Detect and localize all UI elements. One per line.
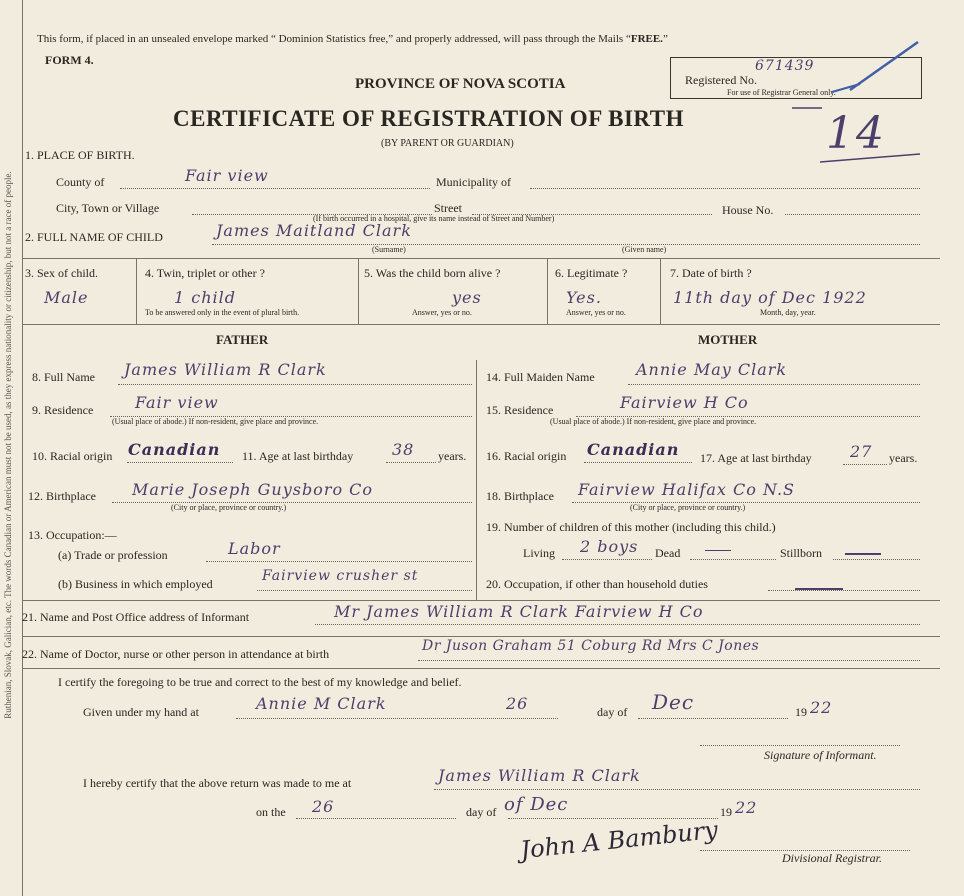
hereby-line	[434, 789, 920, 790]
father-residence-note: (Usual place of abode.) If non-resident, give place and province.	[112, 417, 319, 426]
father-name-label: 8. Full Name	[32, 370, 95, 384]
surname-note: (Surname)	[372, 245, 406, 254]
hospital-note: (If birth occurred in a hospital, give its name instead of Street and Number)	[313, 214, 555, 223]
row3-top-rule	[22, 258, 940, 259]
place-of-birth-label: 1. PLACE OF BIRTH.	[25, 148, 135, 162]
given-day-value: 26	[506, 694, 529, 713]
mother-race-label: 16. Racial origin	[486, 449, 567, 463]
house-number-label: House No.	[722, 203, 774, 217]
check-mark-tick	[832, 84, 860, 92]
dead-dash	[705, 550, 731, 551]
trade-label: (a) Trade or profession	[58, 548, 168, 562]
row3-divider-2	[358, 258, 359, 324]
sex-value: Male	[44, 288, 89, 307]
child-name-label: 2. FULL NAME OF CHILD	[25, 230, 163, 244]
registered-number-value: 671439	[755, 58, 815, 74]
dead-line	[690, 559, 776, 560]
mother-birthplace-line	[572, 502, 920, 503]
on-day-of-label: day of	[466, 805, 497, 819]
mother-birthplace-label: 18. Birthplace	[486, 489, 554, 503]
father-birthplace-line	[112, 502, 472, 503]
on-year-value: 22	[735, 798, 758, 817]
born-alive-label: 5. Was the child born alive ?	[364, 266, 501, 280]
given-month-value: Dec	[652, 690, 695, 714]
given-at-value: Annie M Clark	[256, 694, 387, 713]
father-age-value: 38	[392, 440, 415, 459]
on-day-value: 26	[312, 797, 335, 816]
mother-residence-note: (Usual place of abode.) If non-resident, give place and province.	[550, 417, 757, 426]
legitimate-label: 6. Legitimate ?	[555, 266, 628, 280]
date-of-birth-note: Month, day, year.	[760, 308, 816, 317]
living-label: Living	[523, 546, 555, 560]
father-birthplace-note: (City or place, province or country.)	[171, 503, 287, 512]
mother-age-line	[843, 464, 887, 465]
house-number-line	[785, 214, 920, 215]
father-name-value: James William R Clark	[124, 360, 327, 379]
informant-signature-label: Signature of Informant.	[764, 748, 877, 762]
mother-occupation-label: 20. Occupation, if other than household duties	[486, 577, 708, 591]
father-name-line	[118, 384, 472, 385]
row22-bottom-rule	[22, 668, 940, 669]
registrar-use-note: For use of Registrar General only.	[727, 88, 836, 97]
certificate-subtitle: (BY PARENT OR GUARDIAN)	[381, 138, 514, 149]
father-age-line	[386, 462, 436, 463]
mother-age-label: 17. Age at last birthday	[700, 451, 812, 465]
given-year-value: 22	[810, 698, 833, 717]
children-count-label: 19. Number of children of this mother (including this child.)	[486, 520, 776, 534]
on-day-line	[296, 818, 456, 819]
mother-name-line	[628, 384, 920, 385]
row22-top-rule	[22, 636, 940, 637]
given-year-prefix: 19	[795, 705, 807, 719]
municipality-line	[530, 188, 920, 189]
doctor-line	[418, 660, 920, 661]
city-label: City, Town or Village	[56, 201, 160, 215]
father-birthplace-value: Marie Joseph Guysboro Co	[132, 480, 374, 499]
mother-age-value: 27	[850, 442, 873, 461]
on-the-label: on the	[256, 805, 286, 819]
mother-occupation-dash	[795, 588, 843, 590]
row3-divider-4	[660, 258, 661, 324]
twin-label: 4. Twin, triplet or other ?	[145, 266, 265, 280]
born-alive-note: Answer, yes or no.	[412, 308, 472, 317]
mother-name-value: Annie May Clark	[636, 360, 788, 379]
father-race-label: 10. Racial origin	[32, 449, 113, 463]
municipality-label: Municipality of	[436, 175, 511, 189]
mother-race-value: Canadian	[587, 440, 680, 459]
twin-value: 1 child	[174, 288, 237, 307]
registrar-signature: John A Bambury	[519, 815, 720, 865]
child-name-line	[212, 244, 920, 245]
province-heading: PROVINCE OF NOVA SCOTIA	[355, 76, 566, 92]
row21-top-rule	[22, 600, 940, 601]
stillborn-label: Stillborn	[780, 546, 823, 560]
legitimate-note: Answer, yes or no.	[566, 308, 626, 317]
street-label: Street	[434, 201, 462, 215]
business-value: Fairview crusher st	[262, 568, 419, 584]
certificate-title: CERTIFICATE OF REGISTRATION OF BIRTH	[173, 106, 684, 131]
doctor-value: Dr Juson Graham 51 Coburg Rd Mrs C Jones	[422, 638, 760, 654]
father-residence-value: Fair view	[135, 393, 219, 412]
stillborn-line	[833, 559, 920, 560]
mother-residence-label: 15. Residence	[486, 403, 554, 417]
row3-divider-3	[547, 258, 548, 324]
given-under-hand-label: Given under my hand at	[83, 705, 199, 719]
on-month-value: of Dec	[504, 794, 569, 815]
father-years-label: years.	[438, 449, 467, 463]
living-line	[562, 559, 652, 560]
mother-residence-value: Fairview H Co	[620, 393, 749, 412]
twin-note: To be answered only in the event of plural birth.	[145, 308, 300, 317]
given-month-line	[638, 718, 788, 719]
mother-years-label: years.	[889, 451, 918, 465]
date-of-birth-value: 11th day of Dec 1922	[673, 288, 867, 307]
father-race-line	[127, 462, 233, 463]
hereby-value: James William R Clark	[438, 766, 641, 785]
mother-occupation-line	[768, 590, 920, 591]
mother-birthplace-note: (City or place, province or country.)	[630, 503, 746, 512]
dead-label: Dead	[655, 546, 681, 560]
mother-heading: MOTHER	[698, 332, 758, 347]
on-year-prefix: 19	[720, 805, 732, 819]
doctor-label: 22. Name of Doctor, nurse or other person in attendance at birth	[22, 647, 330, 661]
trade-line	[206, 561, 472, 562]
born-alive-value: yes	[452, 288, 482, 307]
child-name-value: James Maitland Clark	[216, 221, 412, 240]
form-number: FORM 4.	[45, 53, 94, 67]
business-label: (b) Business in which employed	[58, 577, 213, 591]
trade-value: Labor	[228, 539, 281, 558]
given-at-line	[236, 718, 558, 719]
father-residence-label: 9. Residence	[32, 403, 94, 417]
mother-name-label: 14. Full Maiden Name	[486, 370, 595, 384]
mother-race-line	[584, 462, 692, 463]
county-line	[120, 188, 430, 189]
father-race-value: Canadian	[128, 440, 221, 459]
sex-label: 3. Sex of child.	[25, 266, 98, 280]
informant-label: 21. Name and Post Office address of Informant	[22, 610, 250, 624]
row3-bottom-rule	[22, 324, 940, 325]
mail-notice-text: This form, if placed in an unsealed envelope marked “ Dominion Statistics free,” and properly addressed, will pass through the Mails “	[37, 33, 631, 45]
living-value: 2 boys	[580, 537, 639, 556]
row3-divider-1	[136, 258, 137, 324]
corner-number: 14	[826, 108, 886, 159]
mail-notice-end: ”	[662, 33, 668, 45]
occupation-label: 13. Occupation:—	[28, 528, 117, 542]
parents-divider	[476, 360, 477, 600]
informant-line	[315, 624, 920, 625]
father-birthplace-label: 12. Birthplace	[28, 489, 96, 503]
certify-statement: I certify the foregoing to be true and correct to the best of my knowledge and belief.	[58, 675, 462, 689]
stillborn-dash	[845, 553, 881, 555]
county-value: Fair view	[185, 166, 269, 185]
mail-notice-free: FREE.	[630, 33, 663, 45]
given-name-note: (Given name)	[622, 245, 667, 254]
father-heading: FATHER	[216, 332, 269, 347]
given-day-of-label: day of	[597, 705, 628, 719]
informant-value: Mr James William R Clark Fairview H Co	[334, 602, 704, 621]
date-of-birth-label: 7. Date of birth ?	[670, 266, 752, 280]
informant-signature-line	[700, 745, 900, 746]
county-label: County of	[56, 175, 105, 189]
check-mark	[850, 42, 918, 90]
hereby-certify-label: I hereby certify that the above return was made to me at	[83, 776, 352, 790]
divisional-registrar-label: Divisional Registrar.	[782, 851, 883, 865]
father-age-label: 11. Age at last birthday	[242, 449, 354, 463]
business-line	[257, 590, 472, 591]
side-instruction-text: Ruthenian, Slovak, Galician, etc. The words Canadian or American must not be used, as they express nationality or citizenship, but not a race of people.	[3, 171, 13, 719]
mother-birthplace-value: Fairview Halifax Co N.S	[578, 480, 796, 499]
legitimate-value: Yes.	[566, 288, 602, 307]
registered-number-label: Registered No.	[685, 73, 757, 87]
